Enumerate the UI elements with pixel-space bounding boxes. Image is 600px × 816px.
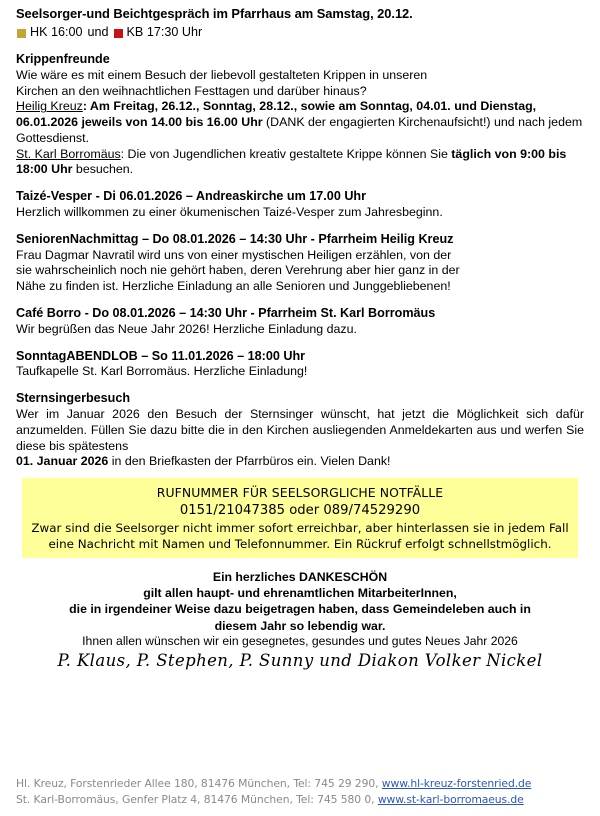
spacer: [16, 558, 584, 569]
krippenfreunde-intro: [16, 68, 584, 100]
legend-gold-label: HK 16:00: [30, 25, 83, 40]
thanks-block: [16, 569, 584, 634]
thanks-line4: diesem Jahr so lebendig war.: [214, 618, 386, 633]
cafe-borro-heading: Café Borro - Do 08.01.2026 – 14:30 Uhr - Pfarrheim St. Karl Borromäus: [16, 305, 436, 320]
footer-line-st-karl: [16, 792, 590, 808]
spacer: [16, 380, 584, 391]
legend-conjunction: und: [87, 25, 109, 40]
seniorennachmittag-line3: Nähe zu finden ist. Herzliche Einladung an alle Senioren und Junggebliebenen!: [16, 279, 451, 294]
heilig-kreuz-label: Heilig Kreuz: [16, 99, 83, 114]
footer-line-hl-kreuz: [16, 776, 590, 792]
footer: [16, 776, 590, 808]
spacer: [16, 338, 584, 349]
seniorennachmittag-body: [16, 248, 584, 295]
spacer: [16, 295, 584, 306]
section-sonntagabendlob: [16, 349, 584, 381]
section-cafe-borro: [16, 306, 584, 338]
legend-red-label: KB 17:30 Uhr: [126, 25, 203, 40]
emergency-box-note-line2: eine Nachricht mit Namen und Telefonnummer. Ein Rückruf erfolgt schnellstmöglich.: [48, 536, 552, 551]
sternsingerbesuch-heading: Sternsingerbesuch: [16, 391, 131, 406]
top-notice-legend: [17, 25, 584, 41]
top-notice-title: Seelsorger-und Beichtgespräch im Pfarrhaus am Samstag, 20.12.: [16, 6, 413, 21]
section-krippenfreunde: [16, 52, 584, 178]
cafe-borro-body: Wir begrüßen das Neue Jahr 2026! Herzliche Einladung dazu.: [16, 321, 357, 336]
gold-square-icon: [17, 29, 26, 38]
section-seniorennachmittag: [16, 232, 584, 295]
krippenfreunde-heilig-kreuz: [16, 99, 584, 146]
spacer: [16, 178, 584, 189]
sternsingerbesuch-text2: in den Briefkasten der Pfarrbüros ein. Vielen Dank!: [108, 454, 391, 469]
link-hl-kreuz-forstenried[interactable]: www.hl-kreuz-forstenried.de: [381, 777, 532, 791]
thanks-line2: gilt allen haupt- und ehrenamtlichen MitarbeiterInnen,: [143, 586, 457, 601]
taize-vesper-heading: Taizé-Vesper - Di 06.01.2026 – Andreaskirche um 17.00 Uhr: [16, 189, 367, 204]
emergency-box-numbers: 0151/21047385 oder 089/74529290: [179, 502, 421, 518]
section-sternsingerbesuch: [16, 391, 584, 470]
st-karl-text: : Die von Jugendlichen kreativ gestaltete Krippe können Sie: [120, 146, 452, 161]
spacer: [16, 41, 584, 52]
footer-hl-kreuz-address: Hl. Kreuz, Forstenrieder Allee 180, 81476 München, Tel: 745 29 290,: [16, 777, 379, 791]
krippenfreunde-intro-line1: Wie wäre es mit einem Besuch der liebevoll gestalteten Krippen in unseren: [16, 67, 428, 82]
red-square-icon: [114, 29, 123, 38]
st-karl-label: St. Karl Borromäus: [16, 146, 121, 161]
krippenfreunde-heading: Krippenfreunde: [16, 52, 110, 67]
new-year-wish: Ihnen allen wünschen wir ein gesegnetes, gesundes und gutes Neues Jahr 2026: [82, 634, 518, 649]
krippenfreunde-intro-line2: Kirchen an den weihnachtlichen Festtagen und darüber hinaus?: [16, 83, 367, 98]
seniorennachmittag-line2: sie wahrscheinlich noch nie gehört haben, deren Verehrung aber hier ganz in der: [16, 263, 460, 278]
taize-vesper-body: Herzlich willkommen zu einer ökumenischen Taizé-Vesper zum Jahresbeginn.: [16, 205, 443, 220]
spacer: [16, 221, 584, 232]
emergency-contact-box: [22, 478, 578, 558]
sternsingerbesuch-deadline: 01. Januar 2026: [16, 454, 109, 469]
heilig-kreuz-times: : Am Freitag, 26.12., Sonntag, 28.12., sowie am Sonntag, 04.01. und Dienstag, 06.01.2026 jeweils von 14.00 bis 16.00 Uhr: [16, 99, 537, 130]
thanks-line3: die in irgendeiner Weise dazu beigetragen haben, dass Gemeindeleben auch in: [69, 602, 531, 617]
section-taize-vesper: [16, 189, 584, 221]
seniorennachmittag-line1: Frau Dagmar Navratil wird uns von einer mystischen Heiligen erzählen, von der: [16, 247, 452, 262]
link-st-karl-borromaeus[interactable]: www.st-karl-borromaeus.de: [377, 793, 524, 807]
sonntagabendlob-body: Taufkapelle St. Karl Borromäus. Herzliche Einladung!: [16, 364, 308, 379]
krippenfreunde-st-karl: [16, 147, 584, 179]
st-karl-times: täglich von 9:00 bis 18:00 Uhr: [16, 146, 567, 177]
sternsingerbesuch-body: [16, 407, 584, 470]
footer-st-karl-address: St. Karl-Borromäus, Genfer Platz 4, 81476 München, Tel: 745 580 0,: [16, 793, 375, 807]
spacer: [16, 470, 584, 478]
thanks-line1: Ein herzliches DANKESCHÖN: [212, 569, 388, 584]
emergency-box-title: RUFNUMMER FÜR SEELSORGLICHE NOTFÄLLE: [156, 485, 444, 501]
sternsingerbesuch-text1: Wer im Januar 2026 den Besuch der Sternsinger wünscht, hat jetzt die Möglichkeit sich dafür anzumelden. Füllen Sie dazu bitte die in den Kirchen ausliegenden Anmeldekarten aus und werfen Sie diese bis spätestens: [16, 407, 584, 453]
st-karl-rest: besuchen.: [72, 162, 134, 177]
emergency-box-note-line1: Zwar sind die Seelsorger nicht immer sofort erreichbar, aber hinterlassen sie in jedem Fall: [31, 520, 569, 535]
signature-line: P. Klaus, P. Stephen, P. Sunny und Diakon Volker Nickel: [57, 650, 543, 670]
heilig-kreuz-note: (DANK der engagierten Kirchenaufsicht!) und nach jedem Gottesdienst.: [16, 115, 583, 145]
sonntagabendlob-heading: SonntagABENDLOB – So 11.01.2026 – 18:00 Uhr: [16, 348, 306, 363]
seniorennachmittag-heading: SeniorenNachmittag – Do 08.01.2026 – 14:30 Uhr - Pfarrheim Heilig Kreuz: [16, 231, 454, 246]
